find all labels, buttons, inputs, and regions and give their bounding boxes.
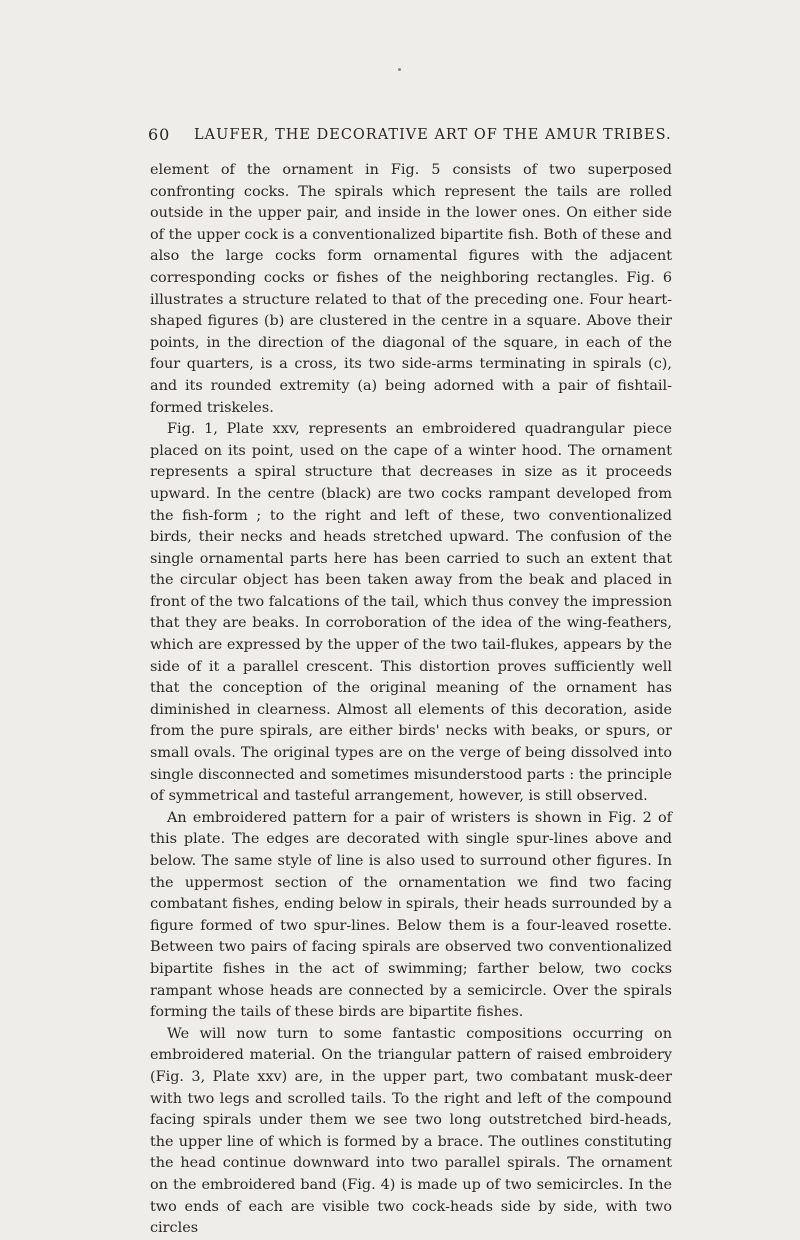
paragraph-4: We will now turn to some fantastic compositions occurring on embroidered material. On the triangular pattern of raised embroidery (Fig. 3, Plate xxv) are, in the upper part, two combatant musk-deer with two legs and scrolled tails. To the right and left of the compound facing spirals under them we see two long outstretched bird-heads, the upper line of which is formed by a brace. The outlines constituting the head continue downward into two parallel spirals. The ornament on the embroidered band (Fig. 4) is made up of two semicircles. In the two ends of each are visible two cock-heads side by side, with two circles xyxy=(150,1025,672,1237)
body-text xyxy=(150,160,672,1240)
paragraph-3: An embroidered pattern for a pair of wristers is shown in Fig. 2 of this plate. The edges are decorated with single spur-lines above and below. The same style of line is also used to surround other figures. In the uppermost section of the ornamentation we find two facing combatant fishes, ending below in spirals, their heads surrounded by a figure formed of two spur-lines. Below them is a four-leaved rosette. Between two pairs of facing spirals are observed two conventionalized bipartite fishes in the act of swimming; farther below, two cocks rampant whose heads are connected by a semicircle. Over the spirals forming the tails of these birds are bipartite fishes. xyxy=(150,809,672,1021)
page-header xyxy=(148,124,688,146)
page-number: 60 xyxy=(148,125,171,144)
page-speck xyxy=(398,68,401,71)
running-title: LAUFER, THE DECORATIVE ART OF THE AMUR TRIBES. xyxy=(194,127,672,143)
paragraph-1: element of the ornament in Fig. 5 consists of two superposed confronting cocks. The spirals which represent the tails are rolled outside in the upper pair, and inside in the lower ones. On either side of the upper cock is a conventionalized bipartite fish. Both of these and also the large cocks form ornamental figures with the adjacent corresponding cocks or fishes of the neighboring rectangles. Fig. 6 illustrates a structure related to that of the preceding one. Four heart-shaped figures (b) are clustered in the centre in a square. Above their points, in the direction of the diagonal of the square, in each of the four quarters, is a cross, its two side-arms terminating in spirals (c), and its rounded extremity (a) being adorned with a pair of fishtail-formed triskeles. xyxy=(150,162,672,416)
paragraph-2: Fig. 1, Plate xxv, represents an embroidered quadrangular piece placed on its point, used on the cape of a winter hood. The ornament represents a spiral structure that decreases in size as it proceeds upward. In the centre (black) are two cocks rampant developed from the fish-form ; to the right and left of these, two conventionalized birds, their necks and heads stretched upward. The confusion of the single ornamental parts here has been carried to such an extent that the circular object has been taken away from the beak and placed in front of the two falcations of the tail, which thus convey the impression that they are beaks. In corroboration of the idea of the wing-feathers, which are expressed by the upper of the two tail-flukes, appears by the side of it a parallel crescent. This distortion proves sufficiently well that the conception of the original meaning of the ornament has diminished in clearness. Almost all elements of this decoration, aside from the pure spirals, are either birds' necks with beaks, or spurs, or small ovals. The original types are on the verge of being dissolved into single disconnected and sometimes misunderstood parts : the principle of symmetrical and tasteful arrangement, however, is still observed. xyxy=(150,421,672,805)
